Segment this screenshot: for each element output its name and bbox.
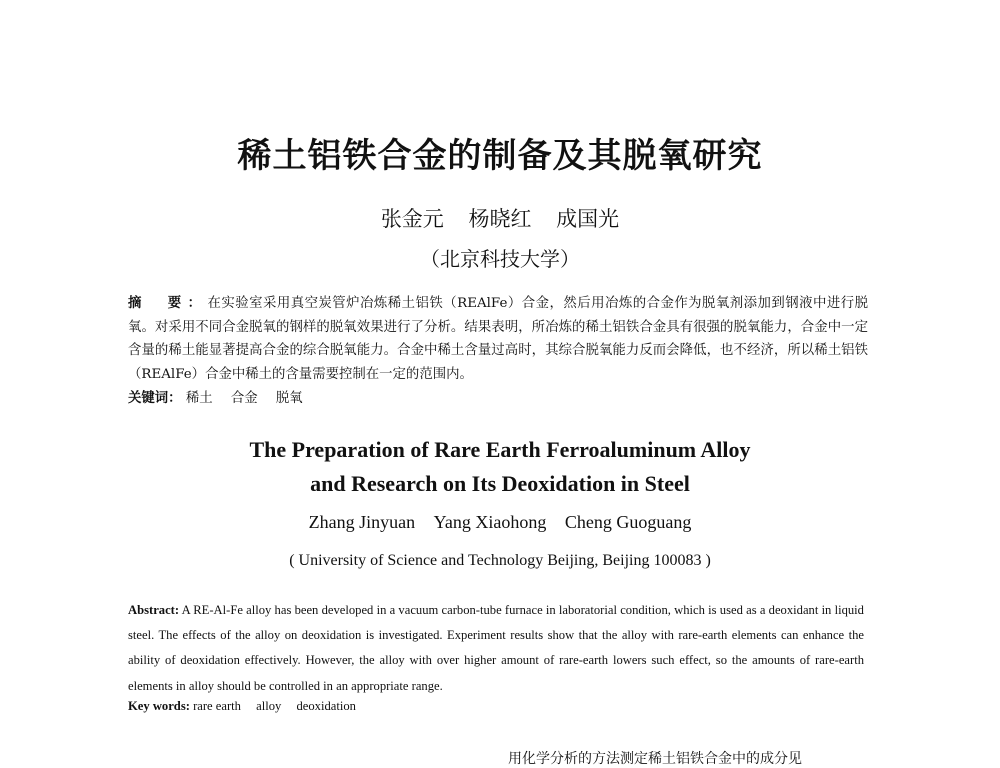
- english-author: Zhang Jinyuan: [308, 512, 416, 532]
- chinese-keyword: 稀土: [185, 391, 213, 406]
- english-keyword: alloy: [256, 699, 282, 713]
- english-title-line-1: The Preparation of Rare Earth Ferroaluminum Alloy: [249, 437, 751, 462]
- chinese-affiliation: （北京科技大学）: [420, 247, 580, 271]
- chinese-authors: 张金元 杨晓红 成国光: [380, 207, 620, 231]
- english-author: Cheng Guoguang: [564, 512, 692, 532]
- english-affiliation: ( University of Science and Technology Beijing, Beijing 100083 ): [289, 552, 711, 569]
- chinese-keywords: [128, 387, 868, 410]
- english-abstract: [128, 598, 864, 699]
- chinese-title: 稀土铝铁合金的制备及其脱氧研究: [237, 136, 763, 176]
- english-title-line-2: and Research on Its Deoxidation in Steel: [310, 471, 690, 496]
- english-authors: [0, 512, 1000, 533]
- chinese-abstract-text: 在实验室采用真空炭管炉冶炼稀土铝铁（REAlFe）合金，然后用冶炼的合金作为脱氧剂添加到钢液中进行脱氧。对采用不同合金脱氧的钢样的脱氧效果进行了分析。结果表明，所冶炼的稀土铝铁合金具有很强的脱氧能力，合金中一定含量的稀土能显著提高合金的综合脱氧能力。合金中稀土含量过高时，其综合脱氧能力反而会降低，也不经济，所以稀土铝铁（REAlFe）合金中稀土的含量需要控制在一定的范围内。: [128, 296, 869, 382]
- english-author: Yang Xiaohong: [433, 512, 547, 532]
- chinese-abstract: [128, 292, 868, 386]
- english-keywords-label: Key words:: [128, 699, 190, 713]
- body-text-start: 用化学分析的方法测定稀土铝铁合金中的成分见: [508, 751, 802, 767]
- chinese-keywords-label: 关键词：: [128, 390, 182, 406]
- chinese-keyword: 脱氧: [275, 391, 303, 406]
- english-keyword: rare earth: [193, 699, 241, 713]
- english-title: [0, 433, 1000, 501]
- english-keyword: deoxidation: [296, 699, 356, 713]
- english-keywords: [128, 696, 864, 716]
- chinese-abstract-label: 摘 要：: [128, 295, 208, 311]
- english-abstract-label: Abstract:: [128, 603, 180, 617]
- chinese-keyword: 合金: [230, 391, 258, 406]
- english-abstract-text: A RE-Al-Fe alloy has been developed in a vacuum carbon-tube furnace in laboratorial condition, which is used as a deoxidant in liquid steel. The effects of the alloy on deoxidation is investigated. Experiment results show that the alloy with rare-earth elements can enhance the ability of deoxidation effectively. However, the alloy with over higher amount of rare-earth lowers such effect, so the amounts of rare-earth elements in alloy should be controlled in an appropriate range.: [128, 603, 864, 693]
